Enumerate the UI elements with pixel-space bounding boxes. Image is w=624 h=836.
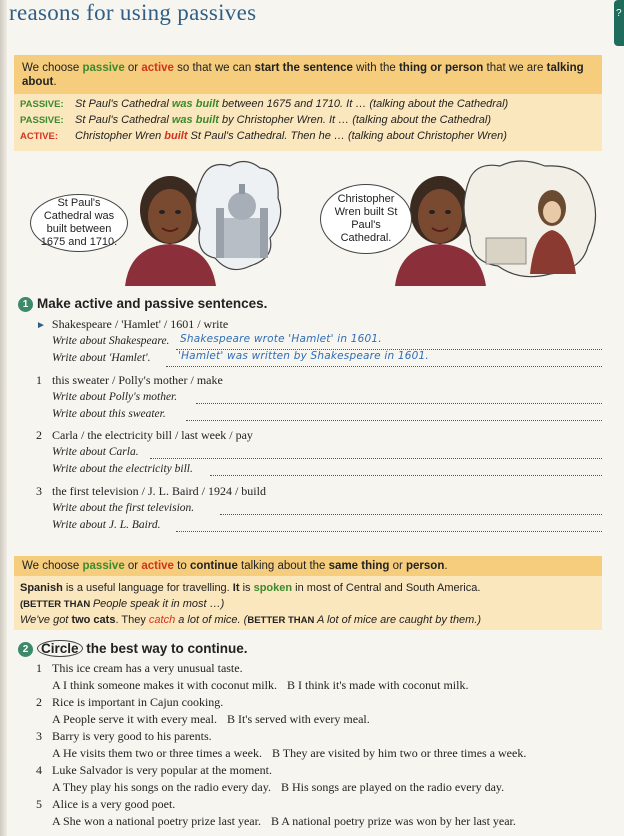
page-title: reasons for using passives <box>9 0 257 25</box>
illustration-left <box>30 158 286 286</box>
exercise-1-example-write2: Write about 'Hamlet'. <box>52 352 151 364</box>
box-2-example-1: Spanish is a useful language for travelling. It is spoken in most of Central and South America. <box>20 582 481 594</box>
exercise-2-question: 5 Alice is a very good poet. <box>36 797 176 811</box>
explanation-box-2-header: We choose passive or active to continue talking about the same thing or person. <box>14 556 602 576</box>
option-a[interactable]: A I think someone makes it with coconut milk. <box>52 678 277 692</box>
option-a[interactable]: A He visits them two or three times a week. <box>52 746 262 760</box>
example-passive-2: PASSIVE: St Paul's Cathedral was built by Christopher Wren. It … (talking about the Cathedral) <box>20 114 492 126</box>
exercise-1-heading: 1 Make active and passive sentences. <box>18 296 267 312</box>
exercise-2-question: 1 This ice cream has a very unusual taste. <box>36 661 243 675</box>
exercise-2-heading: 2 Circle the best way to continue. <box>18 640 248 657</box>
exercise-1-item-3: 3 the first television / J. L. Baird / 1924 / build <box>36 484 266 498</box>
option-a[interactable]: A She won a national poetry prize last year. <box>52 814 261 828</box>
option-a[interactable]: A People serve it with every meal. <box>52 712 217 726</box>
exercise-2-options <box>52 712 370 727</box>
exercise-2-number: 2 <box>18 642 33 657</box>
answer-input-line[interactable] <box>150 458 602 459</box>
write-prompt: Write about Polly's mother. <box>52 391 178 403</box>
option-b[interactable]: B I think it's made with coconut milk. <box>286 678 469 692</box>
explanation-box-start <box>14 55 602 151</box>
speech-bubble-active: Christopher Wren built St Paul's Cathedral. <box>320 184 412 254</box>
page-tab-marker: ? <box>614 0 624 46</box>
exercise-1-example-write1: Write about Shakespeare. <box>52 335 170 347</box>
exercise-2-options <box>52 780 504 795</box>
answer-input-line[interactable] <box>220 514 602 515</box>
exercise-2-question: 2 Rice is important in Cajun cooking. <box>36 695 224 709</box>
option-a[interactable]: A They play his songs on the radio every day. <box>52 780 271 794</box>
option-b[interactable]: B It's served with every meal. <box>226 712 370 726</box>
illustration-right <box>320 158 602 286</box>
exercise-2-options <box>52 678 468 693</box>
answer-input-line[interactable] <box>176 531 602 532</box>
box-2-example-2: (BETTER THAN People speak it in most …) <box>20 598 225 610</box>
page-spine <box>0 0 7 836</box>
exercise-1-item-1: 1 this sweater / Polly's mother / make <box>36 373 223 387</box>
speech-bubble-passive: St Paul's Cathedral was built between 1675 and 1710. <box>30 194 128 252</box>
exercise-1-item-2: 2 Carla / the electricity bill / last week / pay <box>36 428 253 442</box>
exercise-2-question: 4 Luke Salvador is very popular at the moment. <box>36 763 272 777</box>
write-prompt: Write about J. L. Baird. <box>52 519 161 531</box>
write-prompt: Write about this sweater. <box>52 408 166 420</box>
example-answer-1: Shakespeare wrote 'Hamlet' in 1601. <box>180 333 382 345</box>
option-b[interactable]: B They are visited by him two or three times a week. <box>271 746 527 760</box>
answer-line <box>166 366 602 367</box>
example-active: ACTIVE: Christopher Wren built St Paul's Cathedral. Then he … (talking about Christopher Wren) <box>20 130 507 142</box>
exercise-1-number: 1 <box>18 297 33 312</box>
example-passive-1: PASSIVE: St Paul's Cathedral was built between 1675 and 1710. It … (talking about the Cathedral) <box>20 98 509 110</box>
explanation-box-continue <box>14 556 602 630</box>
write-prompt: Write about the first television. <box>52 502 195 514</box>
exercise-1-example-prompt: ► Shakespeare / 'Hamlet' / 1601 / write <box>36 317 229 331</box>
option-b[interactable]: B His songs are played on the radio every day. <box>280 780 505 794</box>
write-prompt: Write about Carla. <box>52 446 139 458</box>
example-answer-2: 'Hamlet' was written by Shakespeare in 1601. <box>178 350 429 362</box>
exercise-2-question: 3 Barry is very good to his parents. <box>36 729 212 743</box>
write-prompt: Write about the electricity bill. <box>52 463 193 475</box>
explanation-box-header: We choose passive or active so that we can start the sentence with the thing or person that we are talking about. <box>14 55 602 94</box>
answer-input-line[interactable] <box>210 475 602 476</box>
answer-input-line[interactable] <box>196 403 602 404</box>
circle-word: Circle <box>37 640 83 657</box>
answer-input-line[interactable] <box>186 420 602 421</box>
option-b[interactable]: B A national poetry prize was won by her last year. <box>270 814 516 828</box>
box-2-example-3: We've got two cats. They catch a lot of mice. (BETTER THAN A lot of mice are caught by them.) <box>20 614 482 626</box>
exercise-2-options <box>52 746 526 761</box>
exercise-2-options <box>52 814 516 829</box>
